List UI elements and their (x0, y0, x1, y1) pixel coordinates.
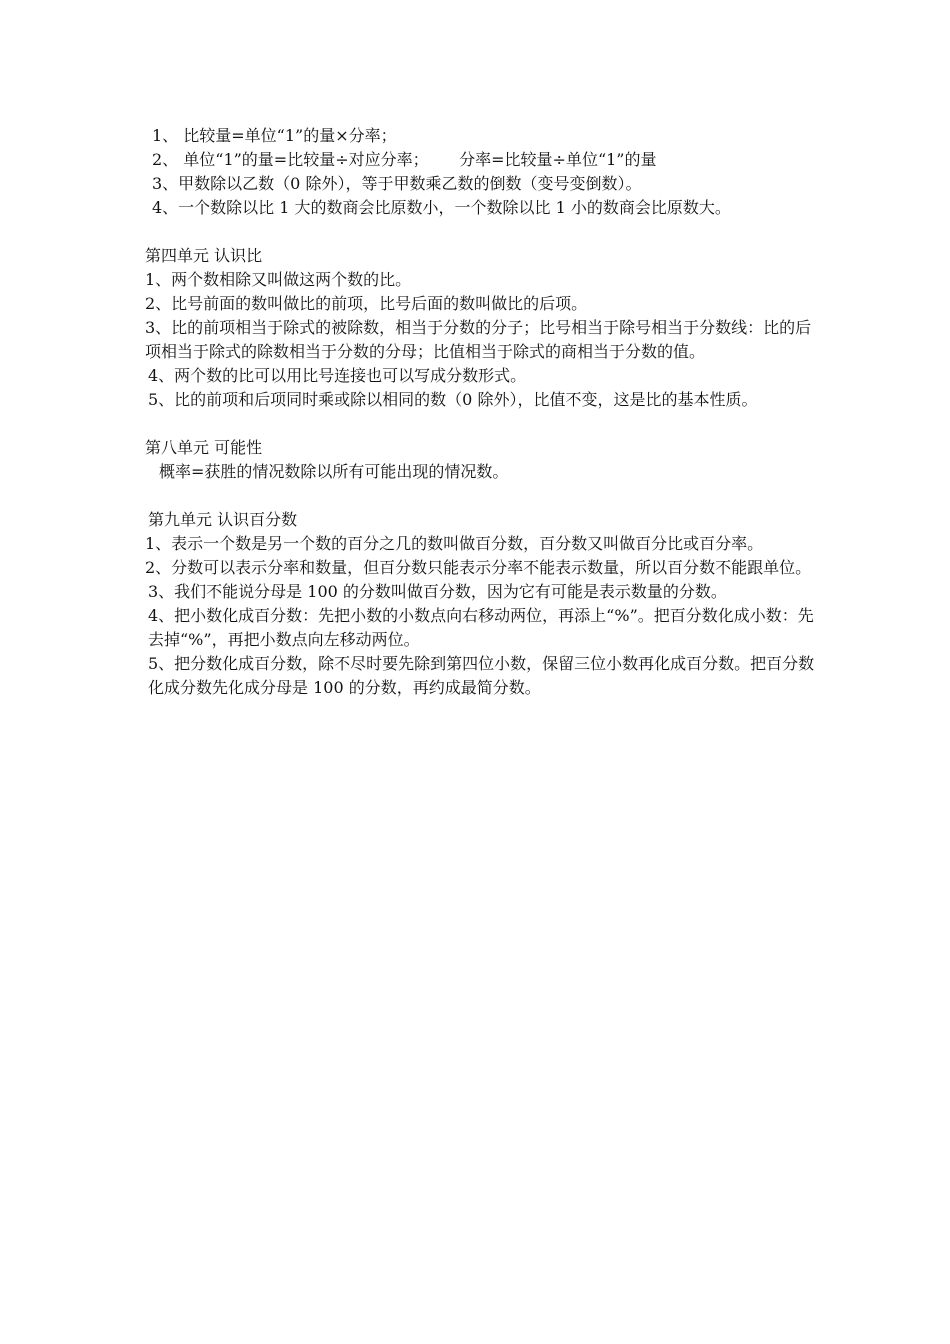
unit8-line-1: 概率=获胜的情况数除以所有可能出现的情况数。 (159, 462, 509, 481)
unit4-line-2: 2、比号前面的数叫做比的前项，比号后面的数叫做比的后项。 (145, 294, 588, 313)
formula-line-4: 4、一个数除以比 1 大的数商会比原数小，一个数除以比 1 小的数商会比原数大。 (152, 198, 731, 217)
formula-line-3: 3、甲数除以乙数（0 除外），等于甲数乘乙数的倒数（变号变倒数）。 (152, 174, 642, 193)
unit8-title: 第八单元 可能性 (145, 438, 263, 457)
unit4-line-3: 3、比的前项相当于除式的被除数，相当于分数的分子；比号相当于除号相当于分数线：比的后项相当于除式的除数相当于分数的分母；比值相当于除式的商相当于分数的值。 (145, 318, 812, 361)
unit4-line-5: 5、比的前项和后项同时乘或除以相同的数（0 除外），比值不变，这是比的基本性质。 (148, 390, 758, 409)
unit9-line-1: 1、表示一个数是另一个数的百分之几的数叫做百分数，百分数又叫做百分比或百分率。 (145, 534, 764, 553)
unit9-title: 第九单元 认识百分数 (148, 510, 298, 529)
formula-line-1: 1、 比较量=单位“1”的量×分率； (152, 126, 397, 145)
unit9-line-5: 5、把分数化成百分数，除不尽时要先除到第四位小数，保留三位小数再化成百分数。把百分数化成分数先化成分母是 100 的分数，再约成最简分数。 (148, 654, 815, 697)
section-gap (145, 484, 815, 508)
unit4-title: 第四单元 认识比 (145, 246, 263, 265)
section-gap (145, 220, 815, 244)
unit4-line-1: 1、两个数相除又叫做这两个数的比。 (145, 270, 412, 289)
document-page (145, 124, 815, 700)
unit9-line-4: 4、把小数化成百分数：先把小数的小数点向右移动两位，再添上“%”。把百分数化成小数：先去掉“%”，再把小数点向左移动两位。 (148, 606, 814, 649)
unit9-line-2: 2、分数可以表示分率和数量，但百分数只能表示分率不能表示数量，所以百分数不能跟单位。 (145, 558, 812, 577)
section-gap (145, 412, 815, 436)
unit9-line-3: 3、我们不能说分母是 100 的分数叫做百分数，因为它有可能是表示数量的分数。 (148, 582, 727, 601)
formula-line-2: 2、 单位“1”的量=比较量÷对应分率； 分率=比较量÷单位“1”的量 (152, 150, 657, 169)
unit4-line-4: 4、两个数的比可以用比号连接也可以写成分数形式。 (148, 366, 527, 385)
